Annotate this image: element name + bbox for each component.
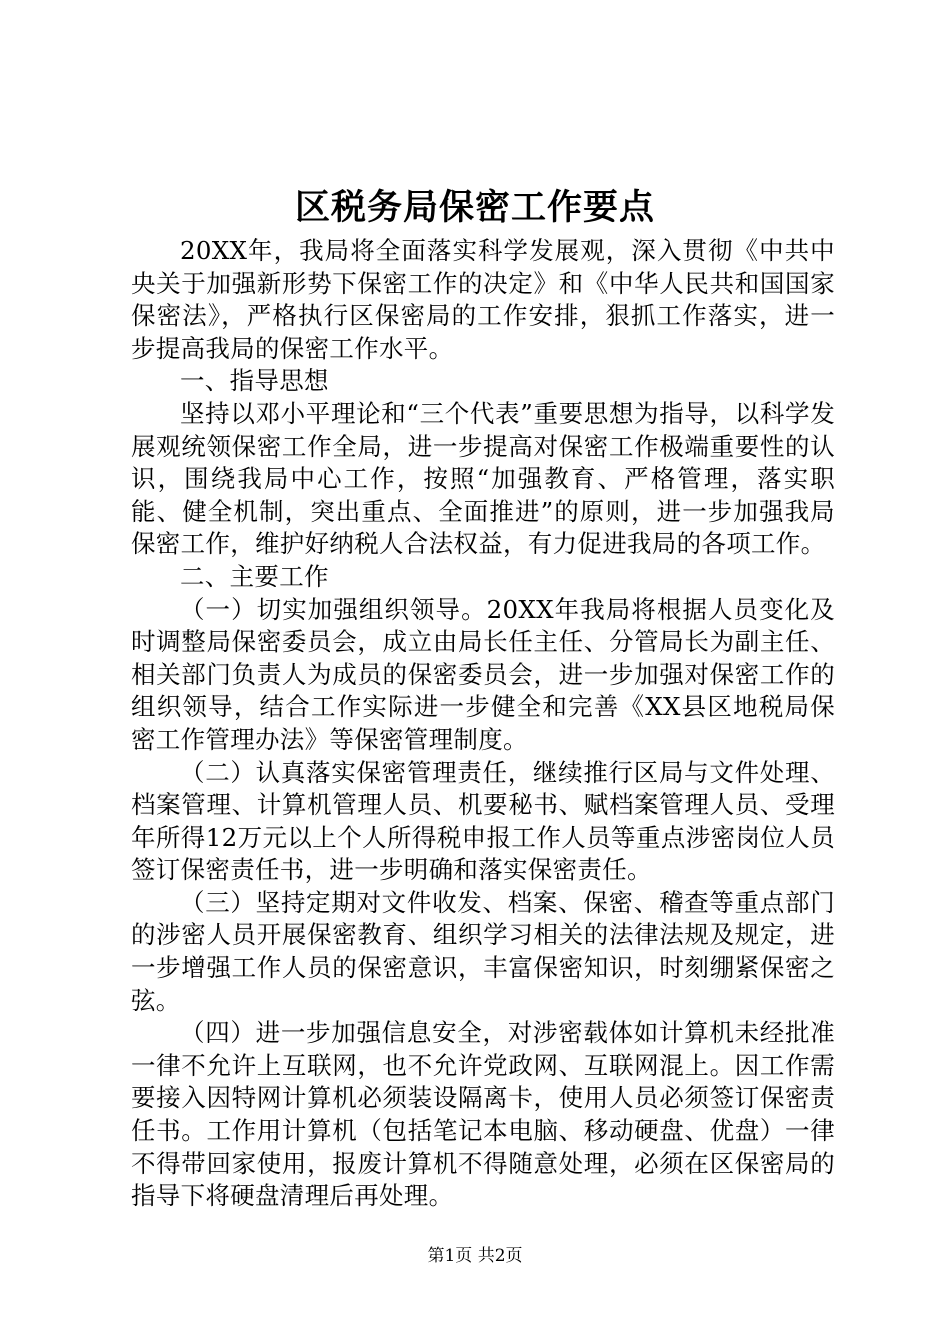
page-number-footer: 第1页 共2页 [427, 1246, 523, 1266]
document-body [131, 235, 835, 1213]
page-title: 区税务局保密工作要点 [294, 187, 655, 228]
work-item-4: （四）进一步加强信息安全，对涉密载体如计算机未经批准一律不允许上互联网，也不允许党政网、互联网混上。因工作需要接入因特网计算机必须装设隔离卡，使用人员必须签订保密责任书。工作用计算机（包括笔记本电脑、移动硬盘、优盘）一律不得带回家使用，报废计算机不得随意处理，必须在区保密局的指导下将硬盘清理后再处理。 [131, 1018, 835, 1211]
section-heading-guiding-thought: 一、指导思想 [180, 366, 329, 396]
work-item-2: （二）认真落实保密管理责任，继续推行区局与文件处理、档案管理、计算机管理人员、机要秘书、赋档案管理人员、受理年所得12万元以上个人所得税申报工作人员等重点涉密岗位人员签订保密责任书，进一步明确和落实保密责任。 [131, 757, 835, 885]
work-item-1: （一）切实加强组织领导。20XX年我局将根据人员变化及时调整局保密委员会，成立由局长任主任、分管局长为副主任、相关部门负责人为成员的保密委员会，进一步加强对保密工作的组织领导，结合工作实际进一步健全和完善《XX县区地税局保密工作管理办法》等保密管理制度。 [131, 594, 835, 754]
guiding-thought-paragraph: 坚持以邓小平理论和“三个代表”重要思想为指导，以科学发展观统领保密工作全局，进一步提高对保密工作极端重要性的认识，围绕我局中心工作，按照“加强教育、严格管理，落实职能、健全机制，突出重点、全面推进”的原则，进一步加强我局保密工作，维护好纳税人合法权益，有力促进我局的各项工作。 [131, 398, 835, 559]
section-heading-main-work: 二、主要工作 [180, 561, 329, 591]
work-item-3: （三）坚持定期对文件收发、档案、保密、稽查等重点部门的涉密人员开展保密教育、组织学习相关的法律法规及规定，进一步增强工作人员的保密意识，丰富保密知识，时刻绷紧保密之弦。 [131, 887, 835, 1015]
intro-paragraph: 20XX年，我局将全面落实科学发展观，深入贯彻《中共中央关于加强新形势下保密工作的决定》和《中华人民共和国国家保密法》，严格执行区保密局的工作安排，狠抓工作落实，进一步提高我局的保密工作水平。 [131, 236, 835, 363]
